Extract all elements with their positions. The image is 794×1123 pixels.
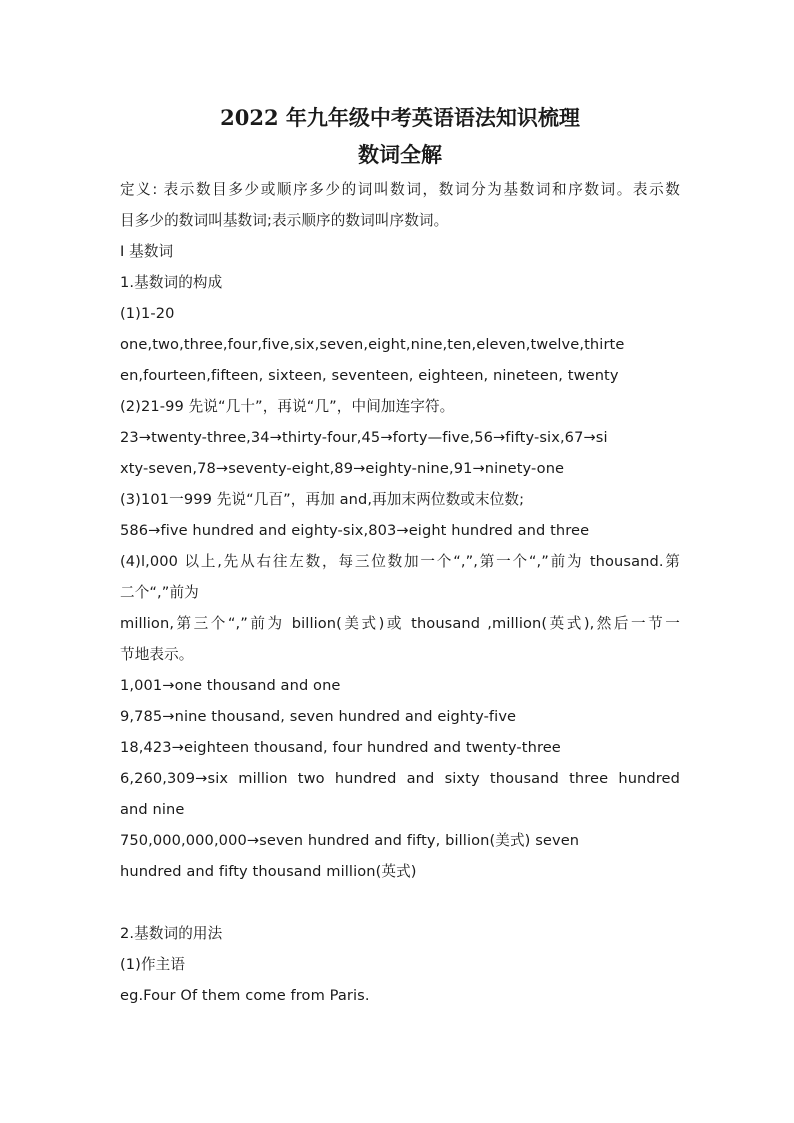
example-line: 1,001→one thousand and one <box>120 677 341 694</box>
body-line: 定义: 表示数目多少或顺序多少的词叫数词，数词分为基数词和序数词。表示数 <box>120 181 680 198</box>
body-line: million,第三个“,”前为 billion(美式)或 thousand ,million(英式),然后一节一 <box>120 615 680 632</box>
body-line: (3)101一999 先说“几百”，再加 and,再加末两位数或末位数; <box>120 491 525 508</box>
body-line: 目多少的数词叫基数词;表示顺序的数词叫序数词。 <box>120 212 449 229</box>
body-line: (1)作主语 <box>120 956 186 973</box>
body-line: 23→twenty-three,34→thirty-four,45→forty—five,56→fifty-six,67→si <box>120 429 608 446</box>
document-title: 2022 年九年级中考英语语法知识梳理 <box>220 105 580 130</box>
body-line: (2)21-99 先说“几十”，再说“几”，中间加连字符。 <box>120 398 455 415</box>
blank-line <box>120 887 680 918</box>
body-line: 二个“,”前为 <box>120 584 199 601</box>
body-line: 节地表示。 <box>120 646 194 663</box>
body-line: (4)l,000 以上,先从右往左数，每三位数加一个“,”,第一个“,”前为 thousand.第 <box>120 553 680 570</box>
body-line: en,fourteen,fifteen, sixteen, seventeen, eighteen, nineteen, twenty <box>120 367 619 384</box>
body-line: one,two,three,four,five,six,seven,eight,nine,ten,eleven,twelve,thirte <box>120 336 625 353</box>
example-line: 18,423→eighteen thousand, four hundred and twenty-three <box>120 739 561 756</box>
body-line: 586→five hundred and eighty-six,803→eight hundred and three <box>120 522 590 539</box>
example-line: eg.Four Of them come from Paris. <box>120 987 370 1004</box>
section-heading: I 基数词 <box>120 243 174 260</box>
document-body <box>120 174 680 1011</box>
body-line: xty-seven,78→seventy-eight,89→eighty-nine,91→ninety-one <box>120 460 565 477</box>
body-line: (1)1-20 <box>120 305 175 322</box>
example-line: hundred and fifty thousand million(英式) <box>120 863 417 880</box>
example-line: 750,000,000,000→seven hundred and fifty, billion(美式) seven <box>120 832 580 849</box>
example-line: 6,260,309→six million two hundred and sixty thousand three hundred <box>120 770 680 787</box>
subsection-heading: 1.基数词的构成 <box>120 274 223 291</box>
document-subtitle: 数词全解 <box>358 142 442 167</box>
example-line: and nine <box>120 801 185 818</box>
document-page <box>120 100 680 1011</box>
subsection-heading: 2.基数词的用法 <box>120 925 223 942</box>
example-line: 9,785→nine thousand, seven hundred and eighty-five <box>120 708 517 725</box>
